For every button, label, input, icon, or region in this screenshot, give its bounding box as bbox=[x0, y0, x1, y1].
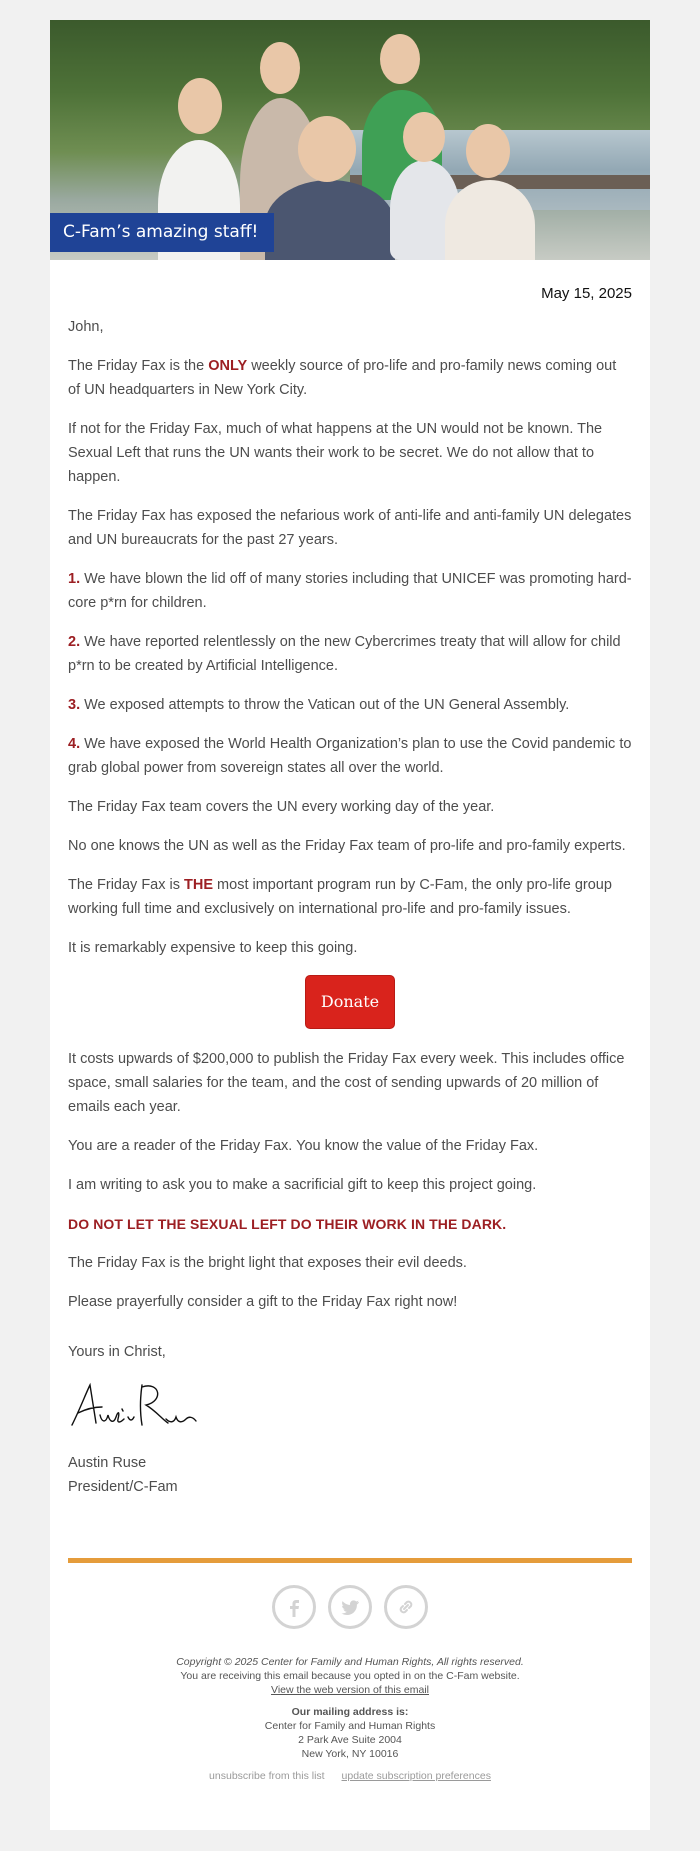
hero-caption: C-Fam’s amazing staff! bbox=[50, 213, 274, 252]
list-text: We exposed attempts to throw the Vatican out of the UN General Assembly. bbox=[80, 697, 570, 713]
paragraph-ask: I am writing to ask you to make a sacrificial gift to keep this project going. bbox=[68, 1177, 537, 1193]
list-text: We have reported relentlessly on the new Cybercrimes treaty that will allow for child p*rn to be created by Artificial Intelligence. bbox=[68, 634, 621, 674]
list-number: 3. bbox=[68, 697, 81, 713]
website-link[interactable] bbox=[384, 1585, 428, 1629]
web-version-link[interactable]: View the web version of this email bbox=[271, 1684, 429, 1696]
email-footer bbox=[68, 1655, 632, 1783]
list-number: 2. bbox=[68, 634, 81, 650]
paragraph-bright-light: The Friday Fax is the bright light that exposes their evil deeds. bbox=[68, 1255, 467, 1271]
staff-figure-head bbox=[260, 42, 300, 94]
list-number: 4. bbox=[68, 736, 81, 752]
copyright-text: Copyright © 2025 Center for Family and Human Rights, All rights reserved. bbox=[176, 1656, 524, 1668]
signature-icon bbox=[68, 1379, 198, 1435]
paragraph-only-source bbox=[68, 354, 632, 402]
staff-figure-head bbox=[298, 116, 356, 182]
closing: Yours in Christ, bbox=[68, 1344, 166, 1360]
paragraph-expensive: It is remarkably expensive to keep this going. bbox=[68, 940, 358, 956]
twitter-link[interactable] bbox=[328, 1585, 372, 1629]
facebook-icon bbox=[283, 1596, 305, 1618]
paragraph-most-important bbox=[68, 873, 632, 921]
signer-title: President/C-Fam bbox=[68, 1479, 178, 1495]
staff-figure bbox=[445, 180, 535, 260]
list-item-2 bbox=[68, 630, 632, 678]
donate-button[interactable]: Donate bbox=[305, 975, 395, 1029]
mailing-street: 2 Park Ave Suite 2004 bbox=[298, 1734, 402, 1746]
list-text: We have blown the lid off of many stories including that UNICEF was promoting hard-core p*rn for children. bbox=[68, 571, 632, 611]
list-item-3 bbox=[68, 693, 632, 717]
unsubscribe-link[interactable]: unsubscribe from this list bbox=[209, 1770, 325, 1782]
list-text: We have exposed the World Health Organization’s plan to use the Covid pandemic to grab global power from sovereign states all over the world. bbox=[68, 736, 632, 776]
footer-links bbox=[68, 1769, 632, 1783]
staff-figure-head bbox=[466, 124, 510, 178]
staff-figure-head bbox=[380, 34, 420, 84]
salutation: John, bbox=[68, 319, 104, 335]
emphasis-only: ONLY bbox=[208, 358, 248, 374]
letter-date: May 15, 2025 bbox=[541, 285, 632, 302]
mailing-address-title: Our mailing address is: bbox=[291, 1706, 409, 1718]
hero-image bbox=[50, 20, 650, 260]
list-number: 1. bbox=[68, 571, 81, 587]
staff-figure-head bbox=[178, 78, 222, 134]
emphasis-the: THE bbox=[184, 877, 214, 893]
link-icon bbox=[395, 1596, 417, 1618]
preferences-link[interactable]: update subscription preferences bbox=[341, 1770, 491, 1782]
paragraph-exposed: The Friday Fax has exposed the nefarious work of anti-life and anti-family UN delegates and UN bureaucrats for the past 27 years. bbox=[68, 508, 632, 548]
paragraph-team: The Friday Fax team covers the UN every working day of the year. bbox=[68, 799, 495, 815]
paragraph-experts: No one knows the UN as well as the Friday Fax team of pro-life and pro-family experts. bbox=[68, 838, 626, 854]
mailing-city: New York, NY 10016 bbox=[301, 1748, 399, 1760]
list-item-1 bbox=[68, 567, 632, 615]
social-links bbox=[68, 1585, 632, 1635]
signer-block bbox=[68, 1451, 632, 1499]
twitter-icon bbox=[339, 1596, 361, 1618]
text-run: The Friday Fax is bbox=[68, 877, 185, 893]
paragraph-reader: You are a reader of the Friday Fax. You know the value of the Friday Fax. bbox=[68, 1138, 539, 1154]
letter-body bbox=[50, 285, 650, 1783]
mailing-org: Center for Family and Human Rights bbox=[264, 1720, 436, 1732]
facebook-link[interactable] bbox=[272, 1585, 316, 1629]
text-run: The Friday Fax is the bbox=[68, 358, 209, 374]
footer-divider bbox=[68, 1558, 632, 1563]
signature-image bbox=[68, 1379, 632, 1435]
staff-figure bbox=[265, 180, 395, 260]
list-item-4 bbox=[68, 732, 632, 780]
signer-name: Austin Ruse bbox=[68, 1455, 147, 1471]
text-run: most important program run by C-Fam, the only pro-life group working full time and exclusively on international pro-life and pro-family issues. bbox=[68, 877, 612, 917]
donate-wrap bbox=[68, 975, 632, 1029]
alert-headline: DO NOT LET THE SEXUAL LEFT DO THEIR WORK IN THE DARK. bbox=[68, 1216, 507, 1232]
paragraph-costs: It costs upwards of $200,000 to publish the Friday Fax every week. This includes office space, small salaries for the team, and the cost of sending upwards of 20 million of emails each year. bbox=[68, 1051, 625, 1115]
text-run: weekly source of pro-life and pro-family news coming out of UN headquarters in New York City. bbox=[68, 358, 617, 398]
paragraph-secret: If not for the Friday Fax, much of what happens at the UN would not be known. The Sexual Left that runs the UN wants their work to be secret. We do not allow that to happen. bbox=[68, 421, 603, 485]
paragraph-consider: Please prayerfully consider a gift to the Friday Fax right now! bbox=[68, 1294, 458, 1310]
email-container bbox=[50, 20, 650, 1830]
staff-figure-head bbox=[403, 112, 445, 162]
opt-in-reason: You are receiving this email because you opted in on the C-Fam website. bbox=[180, 1670, 520, 1682]
